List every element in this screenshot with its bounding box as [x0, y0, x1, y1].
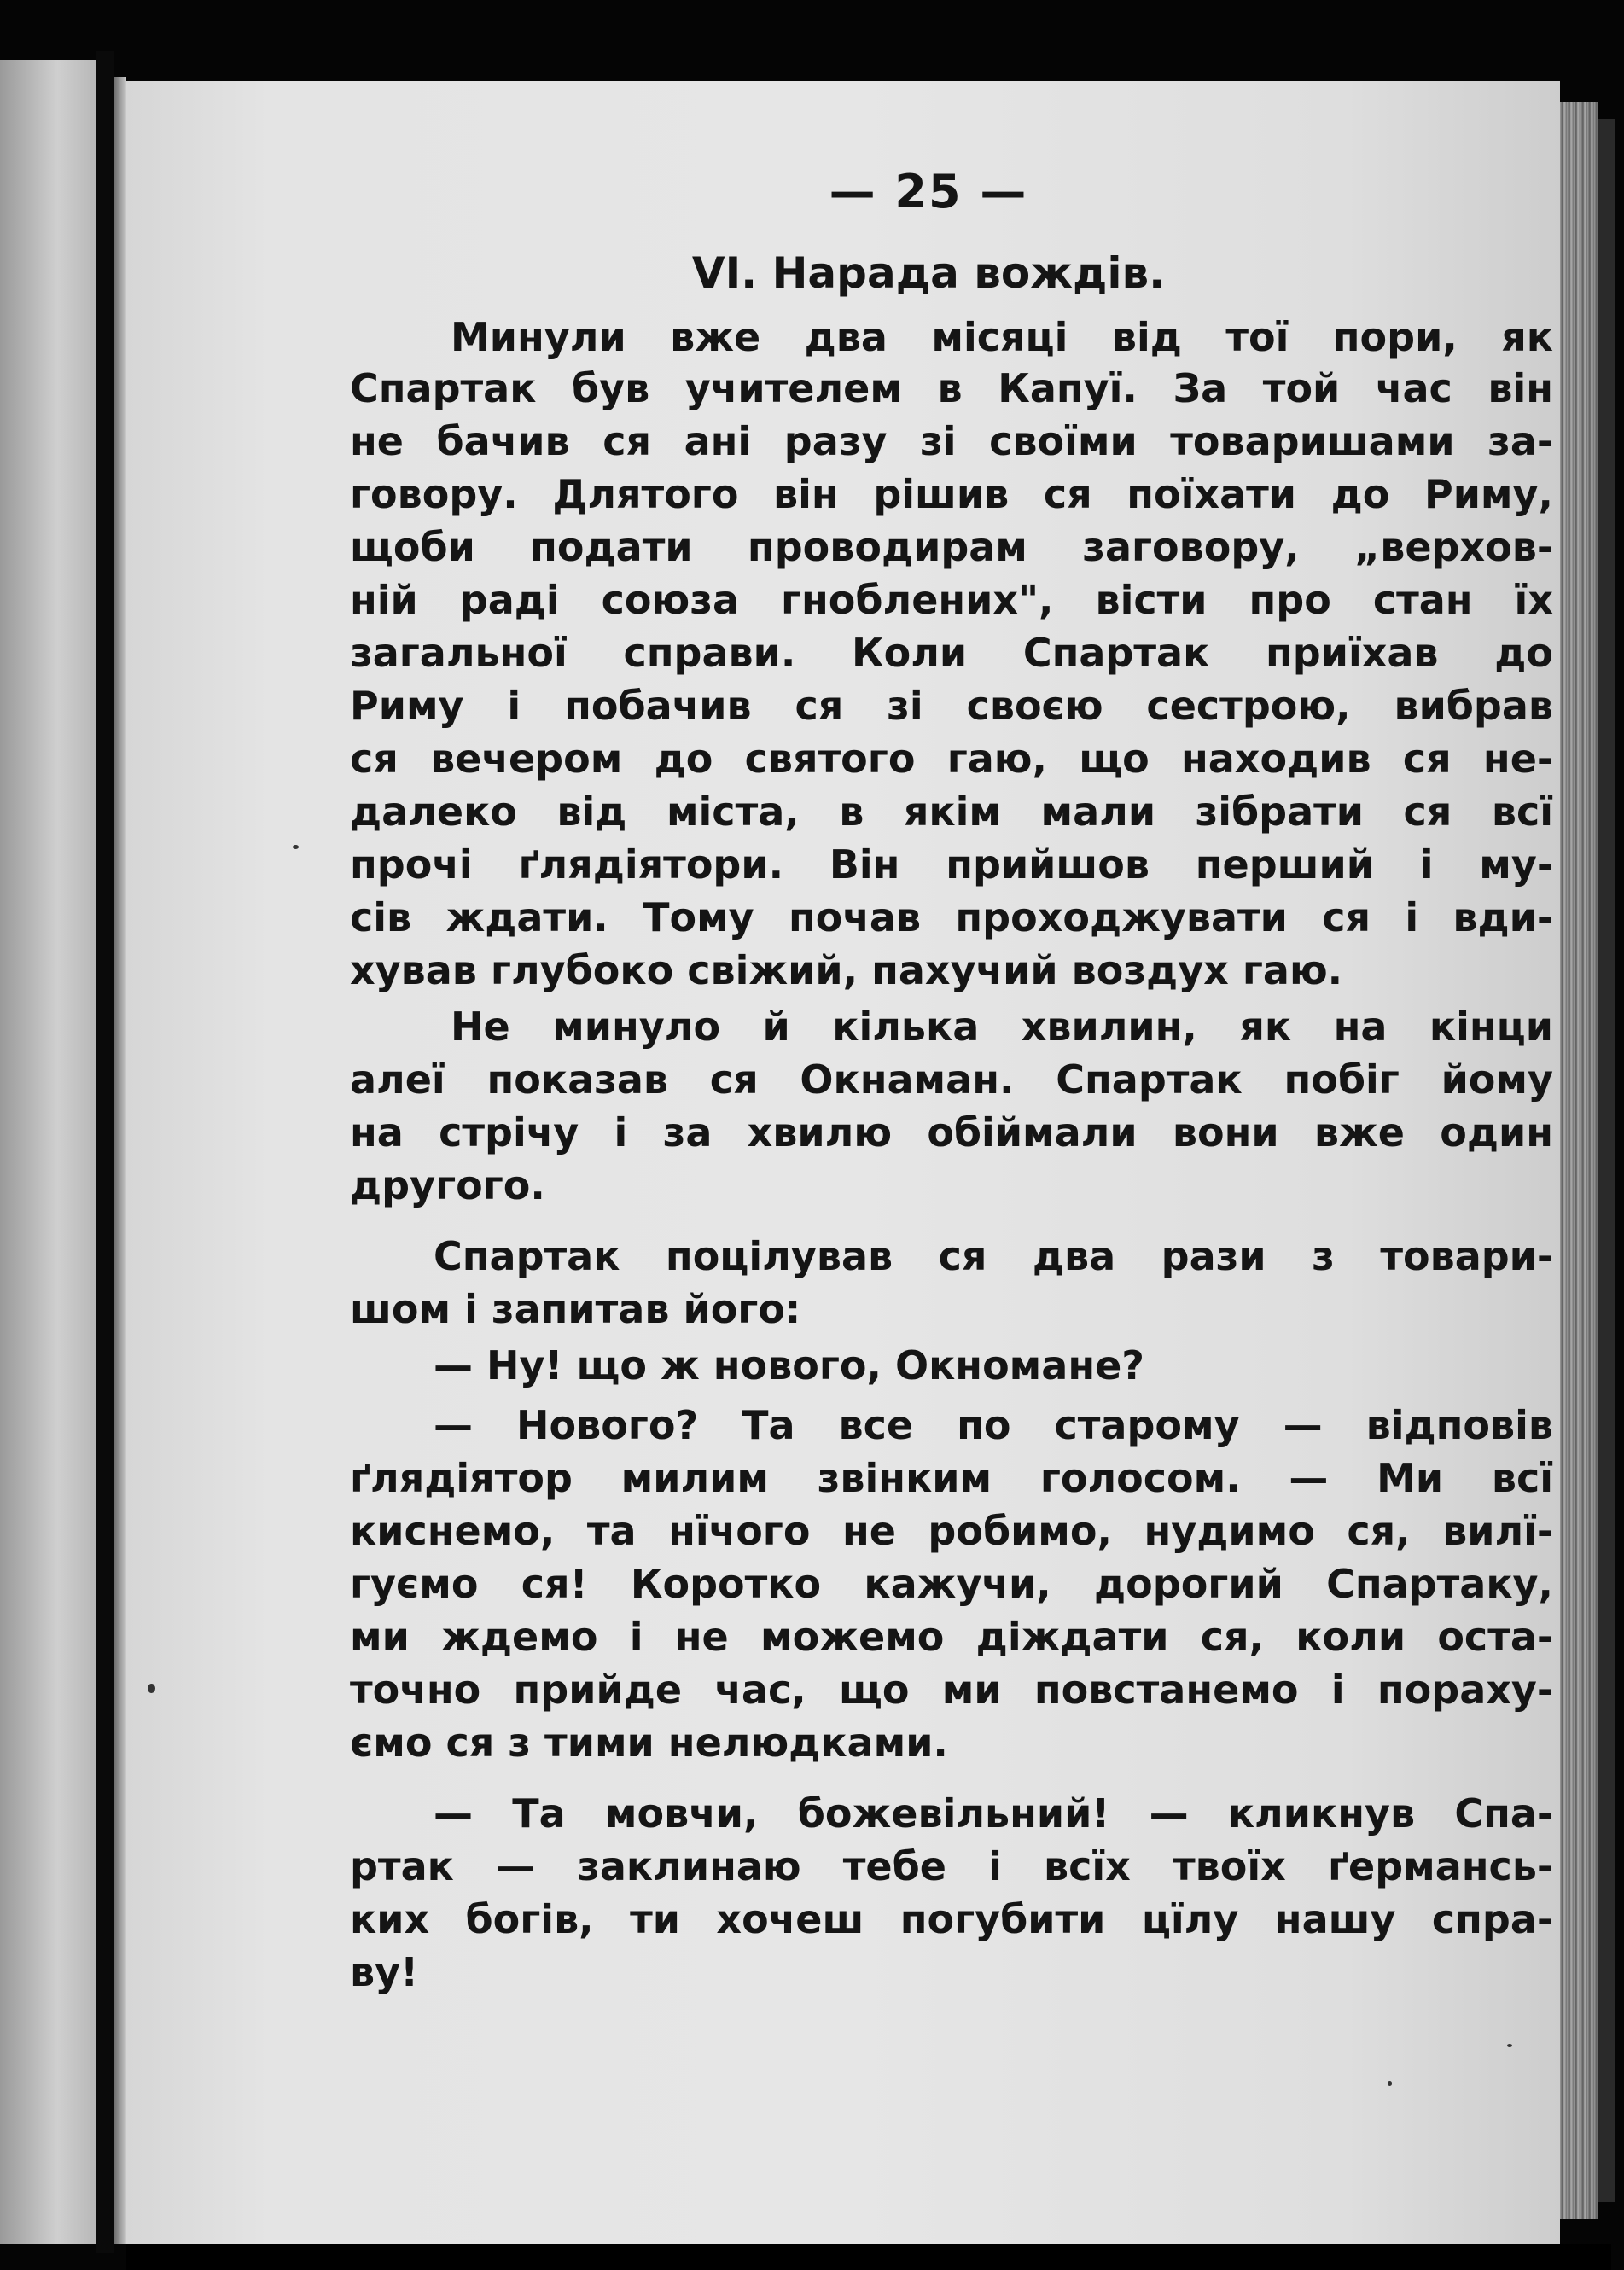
text-line: сів ждати. Тому почав проходжувати ся і вди-: [350, 894, 1553, 940]
text-line: киснемо, та нїчого не робимо, нудимо ся, вилї-: [350, 1508, 1553, 1554]
left-page-edge: [0, 60, 96, 2244]
text-line: шом і запитав його:: [350, 1286, 801, 1332]
page-gutter: [114, 77, 126, 2244]
scan-speck: [1507, 2044, 1512, 2047]
text-line: ми ждемо і не можемо діждати ся, коли оста-: [350, 1614, 1553, 1660]
text-line: алеї показав ся Окнаман. Спартак побіг йому: [350, 1056, 1553, 1103]
text-line: не бачив ся ані разу зі своїми товаришами за-: [350, 418, 1553, 464]
bottom-border: [126, 2244, 1611, 2270]
text-line: ній раді союза гноблених", вісти про стан їх: [350, 577, 1553, 623]
book-page: [126, 81, 1560, 2244]
text-line: гуємо ся! Коротко кажучи, дорогий Спартаку,: [350, 1561, 1553, 1607]
text-line: ких богів, ти хочеш погубити цїлу нашу спра-: [350, 1896, 1553, 1942]
text-line: Спартак поцілував ся два рази з товари-: [434, 1233, 1553, 1279]
text-line: ву!: [350, 1949, 419, 1995]
scan-speck: [293, 845, 299, 849]
text-line: говору. Длятого він рішив ся поїхати до Риму,: [350, 471, 1553, 517]
text-line: Минули вже два місяці від тої пори, як: [451, 314, 1553, 360]
text-line: — Та мовчи, божевільний! — кликнув Спа-: [434, 1790, 1553, 1836]
text-line: — Ну! що ж нового, Окномане?: [434, 1342, 1144, 1388]
page-text-block: [126, 81, 1560, 2244]
book-spine: [96, 51, 114, 2253]
text-line: прочі ґлядіятори. Він прийшов перший і му-: [350, 841, 1553, 888]
text-line: ємо ся з тими нелюдками.: [350, 1720, 948, 1766]
text-line: ся вечером до святого гаю, що находив ся не-: [350, 736, 1553, 782]
text-line: ґлядіятор милим звінким голосом. — Ми всї: [350, 1455, 1553, 1501]
right-edge-shadow: [1598, 119, 1615, 2202]
scan-speck: [1388, 2081, 1392, 2086]
text-line: Риму і побачив ся зі своєю сестрою, вибрав: [350, 683, 1553, 729]
scan-speck: [148, 1684, 155, 1693]
text-line: точно прийде час, що ми повстанемо і пораху-: [350, 1667, 1553, 1713]
text-line: на стрічу і за хвилю обіймали вони вже один: [350, 1109, 1553, 1155]
right-page-stack: [1560, 102, 1598, 2219]
text-line: щоби подати проводирам заговору, „верхов-: [350, 524, 1553, 570]
text-line: Не минуло й кілька хвилин, як на кінци: [451, 1004, 1553, 1050]
text-line: ртак — заклинаю тебе і всїх твоїх ґерманcь-: [350, 1843, 1553, 1889]
text-line: Спартак був учителем в Капуї. За той час він: [350, 365, 1553, 411]
text-line: далеко від міста, в якім мали зібрати ся всї: [350, 789, 1553, 835]
page-number: — 25 —: [829, 165, 1028, 218]
text-line: хував глубоко свіжий, пахучий воздух гаю.: [350, 947, 1343, 993]
text-line: другого.: [350, 1162, 545, 1208]
text-line: загальної справи. Коли Спартак приїхав до: [350, 630, 1553, 676]
text-line: — Нового? Та все по старому — відповів: [434, 1402, 1553, 1448]
chapter-title: VI. Нарада вождів.: [691, 248, 1166, 298]
